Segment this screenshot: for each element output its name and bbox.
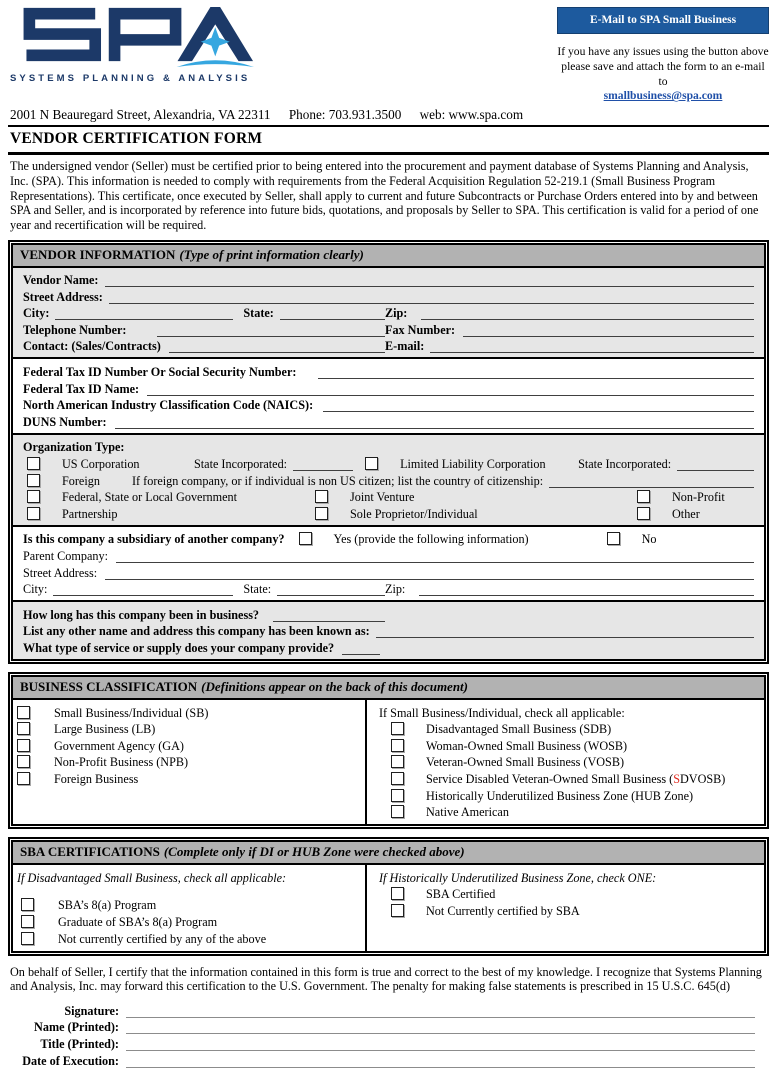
known-as-field[interactable] <box>376 626 754 638</box>
checkbox-non-profit-business[interactable] <box>17 755 30 768</box>
vendor-name-label: Vendor Name: <box>23 273 99 288</box>
sdvosb-label-pre: Service Disabled Veteran-Owned Small Business ( <box>426 771 674 786</box>
email-to-spa-button[interactable]: E-Mail to SPA Small Business <box>557 7 769 34</box>
checkbox-foreign[interactable] <box>27 474 40 487</box>
fax-field[interactable] <box>463 325 754 337</box>
parent-state-label: State: <box>243 582 272 597</box>
parent-street-address-field[interactable] <box>105 568 754 580</box>
certification-statement: On behalf of Seller, I certify that the information contained in this form is true and correct to the best of my knowledge. I recognize that Systems Planning and Analysis, Inc. may forward this certification to the U.S. Government. The penalty for making false statements is prescribed in 15 U.S.C. 645(d) <box>10 964 762 994</box>
section-subtitle: (Complete only if DI or HUB Zone were checked above) <box>163 844 465 860</box>
street-address-field[interactable] <box>109 292 754 304</box>
checkbox-sdb[interactable] <box>391 722 404 735</box>
small-business-label: Small Business/Individual (SB) <box>54 705 209 720</box>
not-sba-certified-label: Not Currently certified by SBA <box>426 903 580 918</box>
small-business-applicable-title: If Small Business/Individual, check all applicable: <box>379 705 625 720</box>
how-long-label: How long has this company been in business? <box>23 607 260 622</box>
checkbox-not-sba-certified[interactable] <box>391 904 404 917</box>
classification-left-column <box>13 700 365 824</box>
contact-label: Contact: (Sales/Contracts) <box>23 339 161 354</box>
title-printed-field[interactable] <box>126 1039 755 1051</box>
sole-proprietor-label: Sole Proprietor/Individual <box>350 506 478 521</box>
sdb-label: Disadvantaged Small Business (SDB) <box>426 722 612 737</box>
vosb-label: Veteran-Owned Small Business (VOSB) <box>426 755 625 770</box>
wosb-label: Woman-Owned Small Business (WOSB) <box>426 738 628 753</box>
email-note <box>557 45 769 104</box>
logo-swoosh <box>177 60 254 67</box>
checkbox-sole-proprietor[interactable] <box>315 507 328 520</box>
checkbox-large-business[interactable] <box>17 722 30 735</box>
city-field[interactable] <box>55 308 233 320</box>
section-title: BUSINESS CLASSIFICATION <box>20 678 198 694</box>
service-type-label: What type of service or supply does your company provide? <box>23 640 335 655</box>
vendor-contact-block <box>13 268 764 358</box>
signature-label: Signature: <box>64 1003 119 1018</box>
vendor-name-field[interactable] <box>105 275 755 287</box>
hub-zone-title: If Historically Underutilized Business Zone, check ONE: <box>379 870 657 885</box>
email-note-line1: If you have any issues using the button above <box>557 45 769 58</box>
checkbox-wosb[interactable] <box>391 739 404 752</box>
naics-label: North American Industry Classification Code (NAICS): <box>23 398 314 413</box>
contact-field[interactable] <box>169 341 385 353</box>
known-as-label: List any other name and address this company has been known as: <box>23 624 370 639</box>
checkbox-not-certified-above[interactable] <box>21 932 34 945</box>
checkbox-subsidiary-no[interactable] <box>607 532 620 545</box>
sdvosb-label-red: S <box>673 771 680 786</box>
business-classification-header <box>13 677 764 700</box>
web-text: web: www.spa.com <box>419 107 524 123</box>
foreign-label: Foreign <box>62 473 100 488</box>
fed-tax-id-label: Federal Tax ID Number Or Social Security Number: <box>23 365 297 380</box>
organization-type-block <box>13 433 764 525</box>
state-incorporated-label: State Incorporated: <box>194 457 288 472</box>
checkbox-8a-graduate[interactable] <box>21 915 34 928</box>
tax-id-block <box>13 357 764 432</box>
vendor-information-section <box>8 240 769 664</box>
city-label: City: <box>23 306 50 321</box>
street-address-text: 2001 N Beauregard Street, Alexandria, VA 22311 <box>10 107 271 123</box>
sba-left-column <box>13 865 365 950</box>
checkbox-subsidiary-yes[interactable] <box>299 532 312 545</box>
state-label: State: <box>243 306 274 321</box>
business-history-block <box>13 600 764 659</box>
subsidiary-no-label: No <box>641 532 657 547</box>
naics-field[interactable] <box>323 400 754 412</box>
parent-state-field[interactable] <box>277 584 385 596</box>
subsidiary-block <box>13 525 764 600</box>
zip-field[interactable] <box>421 308 754 320</box>
parent-company-label: Parent Company: <box>23 549 108 564</box>
spa-logo-mark <box>10 4 254 68</box>
citizenship-field[interactable] <box>549 476 754 488</box>
logo-letter-s <box>26 14 95 56</box>
parent-city-label: City: <box>23 582 48 597</box>
sdvosb-label <box>426 772 725 786</box>
joint-venture-label: Joint Venture <box>350 490 415 505</box>
checkbox-non-profit[interactable] <box>637 490 650 503</box>
foreign-business-label: Foreign Business <box>54 771 139 786</box>
sba-certified-label: SBA Certified <box>426 887 496 902</box>
email-label: E-mail: <box>385 339 425 354</box>
telephone-label: Telephone Number: <box>23 322 127 337</box>
street-address-label: Street Address: <box>23 289 103 304</box>
checkbox-native-american[interactable] <box>391 805 404 818</box>
intro-paragraph: The undersigned vendor (Seller) must be certified prior to being entered into the procurement and payment database of Systems Planning and Analysis, Inc. (SPA). This information is needed to comply with requirements from the Federal Acquisition Regulation 52-219.1 (Small Business Program Representations). This certificate, once executed by Seller, shall apply to current and future Subcontracts or Purchase Orders entered into by and between SPA and Seller, and is incorporated by reference into future bids, quotations, and proposals by Seller to SPA. This certification is valid for a period of one year and recertification will be required. <box>10 159 759 232</box>
native-american-label: Native American <box>426 805 509 820</box>
fed-tax-id-field[interactable] <box>318 367 754 379</box>
checkbox-fed-state-local-gov[interactable] <box>27 490 40 503</box>
duns-label: DUNS Number: <box>23 414 107 429</box>
fed-tax-name-field[interactable] <box>147 384 754 396</box>
section-title: SBA CERTIFICATIONS <box>20 844 160 860</box>
section-subtitle: (Type of print information clearly) <box>179 246 364 262</box>
us-corporation-label: US Corporation <box>62 457 140 472</box>
checkbox-sba-certified[interactable] <box>391 887 404 900</box>
checkbox-government-agency[interactable] <box>17 739 30 752</box>
vendor-information-header <box>13 245 764 268</box>
checkbox-foreign-business[interactable] <box>17 772 30 785</box>
business-classification-section <box>8 672 769 829</box>
citizenship-note-label: If foreign company, or if individual is non US citizen; list the country of citizenship: <box>132 473 544 488</box>
checkbox-llc[interactable] <box>365 457 378 470</box>
fed-state-local-gov-label: Federal, State or Local Government <box>62 490 237 505</box>
sdvosb-label-post: DVOSB) <box>679 771 726 786</box>
classification-right-column <box>365 700 764 824</box>
organization-type-label: Organization Type: <box>23 440 125 455</box>
state-field[interactable] <box>280 308 385 320</box>
phone-text: Phone: 703.931.3500 <box>288 107 402 123</box>
name-printed-field[interactable] <box>126 1022 755 1034</box>
non-profit-label: Non-Profit <box>672 490 725 505</box>
signature-field[interactable] <box>126 1006 755 1018</box>
parent-zip-field[interactable] <box>419 584 754 596</box>
section-subtitle: (Definitions appear on the back of this document) <box>201 678 468 694</box>
zip-label: Zip: <box>385 306 408 321</box>
email-note-line2: please save and attach the form to an e-mail to <box>561 59 765 88</box>
title-printed-label: Title (Printed): <box>40 1037 119 1052</box>
service-type-field[interactable] <box>342 643 380 655</box>
fax-label: Fax Number: <box>385 322 456 337</box>
parent-company-field[interactable] <box>116 551 754 563</box>
logo-tagline: SYSTEMS PLANNING & ANALYSIS <box>10 73 251 84</box>
parent-street-address-label: Street Address: <box>23 565 98 580</box>
state-incorporated-field-2[interactable] <box>677 459 754 471</box>
section-title: VENDOR INFORMATION <box>20 246 176 262</box>
partnership-label: Partnership <box>62 506 118 521</box>
email-field[interactable] <box>430 341 754 353</box>
checkbox-vosb[interactable] <box>391 755 404 768</box>
state-incorporated-field[interactable] <box>293 459 353 471</box>
large-business-label: Large Business (LB) <box>54 722 156 737</box>
subsidiary-yes-label: Yes (provide the following information) <box>333 532 529 547</box>
sba-right-column <box>365 865 764 950</box>
duns-field[interactable] <box>115 417 754 429</box>
checkbox-8a-program[interactable] <box>21 898 34 911</box>
checkbox-us-corporation[interactable] <box>27 457 40 470</box>
non-profit-business-label: Non-Profit Business (NPB) <box>54 755 189 770</box>
page-header <box>8 4 769 104</box>
subsidiary-question-label: Is this company a subsidiary of another company? <box>23 532 285 547</box>
8a-graduate-label: Graduate of SBA’s 8(a) Program <box>58 914 218 929</box>
checkbox-partnership[interactable] <box>27 507 40 520</box>
page-title: VENDOR CERTIFICATION FORM <box>10 130 263 148</box>
disadvantaged-title: If Disadvantaged Small Business, check all applicable: <box>17 870 287 885</box>
checkbox-sdvosb[interactable] <box>391 772 404 785</box>
parent-zip-label: Zip: <box>385 582 406 597</box>
llc-label: Limited Liability Corporation <box>400 457 546 472</box>
name-printed-label: Name (Printed): <box>34 1020 119 1035</box>
other-label: Other <box>672 506 700 521</box>
how-long-field[interactable] <box>273 610 385 622</box>
checkbox-hub-zone[interactable] <box>391 789 404 802</box>
date-of-execution-field[interactable] <box>126 1056 755 1068</box>
date-of-execution-label: Date of Execution: <box>22 1053 119 1068</box>
not-certified-above-label: Not currently certified by any of the above <box>58 931 267 946</box>
checkbox-joint-venture[interactable] <box>315 490 328 503</box>
telephone-field[interactable] <box>157 325 386 337</box>
checkbox-other[interactable] <box>637 507 650 520</box>
checkbox-small-business[interactable] <box>17 706 30 719</box>
logo-letter-p <box>110 14 176 61</box>
smallbusiness-email-link[interactable]: smallbusiness@spa.com <box>603 89 723 103</box>
government-agency-label: Government Agency (GA) <box>54 738 184 753</box>
hub-zone-label: Historically Underutilized Business Zone (HUB Zone) <box>426 788 694 803</box>
8a-program-label: SBA’s 8(a) Program <box>58 898 157 913</box>
parent-city-field[interactable] <box>53 584 233 596</box>
sba-certifications-header <box>13 842 764 865</box>
fed-tax-name-label: Federal Tax ID Name: <box>23 381 140 396</box>
company-address-line <box>10 107 769 123</box>
state-incorporated-label-2: State Incorporated: <box>578 457 672 472</box>
spa-logo <box>10 4 254 84</box>
sba-certifications-section <box>8 837 769 955</box>
